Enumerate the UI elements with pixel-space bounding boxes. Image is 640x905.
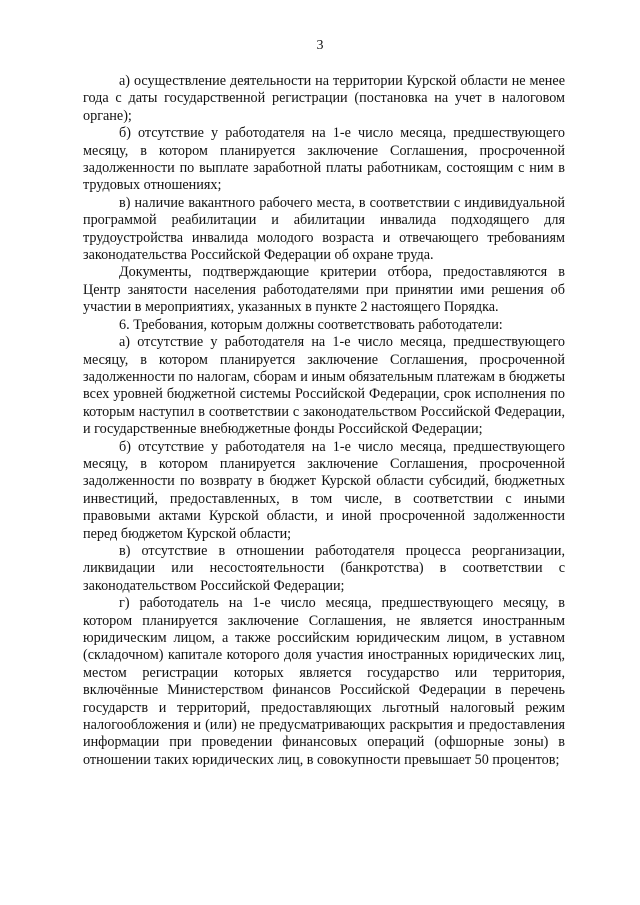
paragraph-requirement-v: в) отсутствие в отношении работодателя процесса реорганизации, ликвидации или несостоятельности (банкротства) в соответствии с законодательством Российской Федерации; [83,542,565,594]
paragraph-requirement-g: г) работодатель на 1-е число месяца, предшествующего месяцу, в котором планируется заключение Соглашения, не является иностранным юридическим лицом, а также российским юридическим лицом, в уставном (складочном) капитале которого доля участия иностранных юридических лиц, местом регистрации которых является государство или территория, включённые Министерством финансов Российской Федерации в перечень государств и территорий, предоставляющих льготный налоговый режим налогообложения и (или) не предусматривающих раскрытия и предоставления информации при проведении финансовых операций (офшорные зоны) в отношении таких юридических лиц, в совокупности превышает 50 процентов; [83,595,565,768]
paragraph-criterion-a: а) осуществление деятельности на территории Курской области не менее года с даты государственной регистрации (постановка на учет в налоговом органе); [83,73,565,124]
paragraph-requirement-b: б) отсутствие у работодателя на 1-е число месяца, предшествующего месяцу, в котором планируется заключение Соглашения, просроченной задолженности по возврату в бюджет Курской области субсидий, бюджетных инвестиций, предоставленных, в том числе, в соответствии с иными правовыми актами Курской области, и иной просроченной задолженности перед бюджетом Курской области; [83,438,565,542]
paragraph-section-6-heading: 6. Требования, которым должны соответствовать работодатели: [119,316,503,333]
paragraph-requirement-a: а) отсутствие у работодателя на 1-е число месяца, предшествующего месяцу, в котором планируется заключение Соглашения, просроченной задолженности по налогам, сборам и иным обязательным платежам в бюджеты всех уровней бюджетной системы Российской Федерации, срок исполнения по которым наступил в соответствии с законодательством Российской Федерации, и государственные внебюджетные фонды Российской Федерации; [83,334,565,438]
paragraph-criterion-v: в) наличие вакантного рабочего места, в соответствии с индивидуальной программой реабилитации и абилитации инвалида подходящего для трудоустройства инвалида молодого возраста и отвечающего требованиям законодательства Российской Федерации об охране труда. [83,194,565,264]
page-number: 3 [316,38,324,53]
document-body [83,73,565,769]
paragraph-criterion-b: б) отсутствие у работодателя на 1-е число месяца, предшествующего месяцу, в котором планируется заключение Соглашения, просроченной задолженности по выплате заработной платы работникам, состоящим с ним в трудовых отношениях; [83,125,565,194]
paragraph-documents: Документы, подтверждающие критерии отбора, предоставляются в Центр занятости населения работодателями при принятии ими решения об участии в мероприятиях, указанных в пункте 2 настоящего Порядка. [83,264,565,316]
